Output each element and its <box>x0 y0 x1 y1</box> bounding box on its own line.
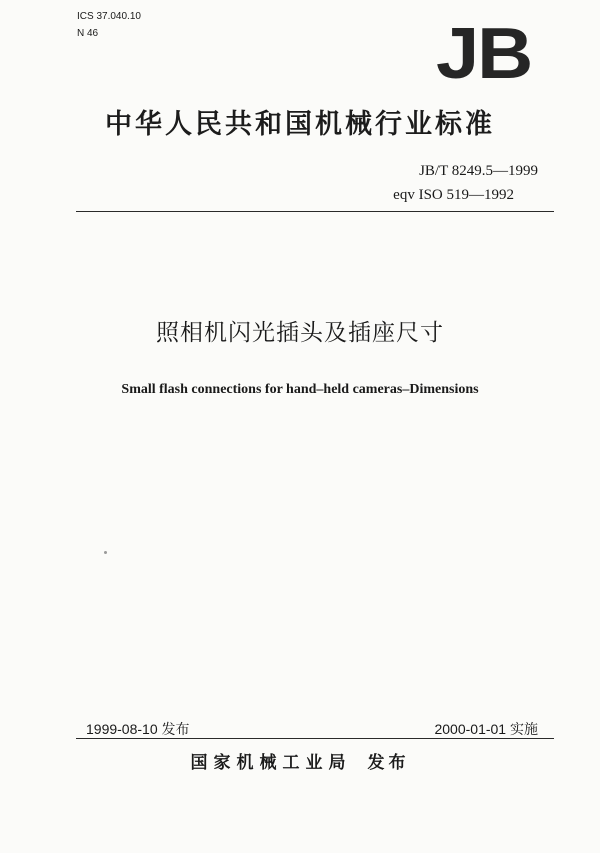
issue-verb: 发布 <box>367 753 410 773</box>
scan-speck <box>104 551 107 554</box>
document-title-chinese: 照相机闪光插头及插座尺寸 <box>156 320 444 346</box>
issue-date: 1999-08-10 发布 <box>86 721 190 737</box>
standard-equivalence: eqv ISO 519—1992 <box>393 187 514 203</box>
implementation-date: 2000-01-01 实施 <box>434 721 538 737</box>
top-divider <box>76 211 554 212</box>
standard-name: 中华人民共和国机械行业标准 <box>105 109 495 140</box>
document-title-english: Small flash connections for hand–held cameras–Dimensions <box>121 382 479 397</box>
ccs-code: N 46 <box>77 28 99 39</box>
jb-logo: JB <box>436 14 532 94</box>
ics-code: ICS 37.040.10 <box>77 11 141 22</box>
standard-number: JB/T 8249.5—1999 <box>419 163 538 179</box>
issuing-organization: 国家机械工业局 <box>190 753 352 773</box>
bottom-divider <box>76 738 554 739</box>
issuer-line <box>0 748 600 773</box>
